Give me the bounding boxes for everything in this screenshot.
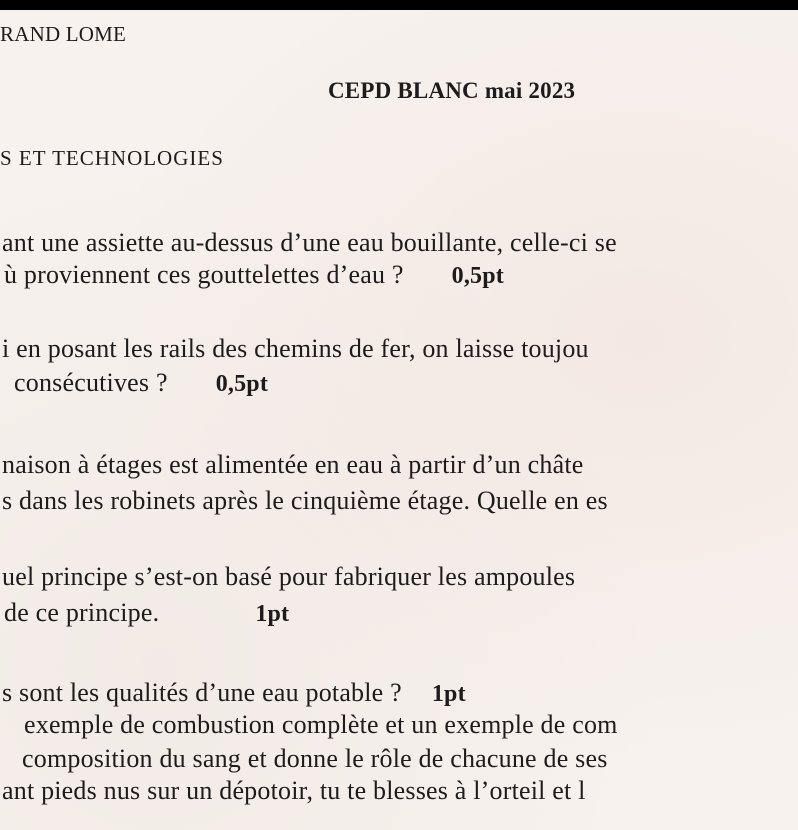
question-4-line-1: uel principe s’est-on basé pour fabriquer les ampoules	[2, 562, 576, 591]
question-2-points: 0,5pt	[215, 371, 269, 397]
question-1-text: ù proviennent ces gouttelettes d’eau ?	[4, 260, 404, 289]
question-2-line-1: i en posant les rails des chemins de fer, on laisse toujou	[2, 334, 589, 363]
question-5-text: s sont les qualités d’une eau potable ?	[2, 678, 402, 707]
question-1-line-1: ant une assiette au-dessus d’une eau bouillante, celle-ci se	[2, 228, 617, 257]
question-8-line: ant pieds nus sur un dépotoir, tu te blesses à l’orteil et l	[2, 776, 586, 805]
question-5-line	[2, 678, 466, 708]
top-border	[0, 0, 798, 10]
question-1-line-2	[4, 260, 504, 290]
question-6-line: exemple de combustion complète et un exemple de com	[24, 710, 618, 739]
question-4-points: 1pt	[255, 601, 290, 627]
question-2-line-2	[14, 368, 268, 398]
question-2-text: consécutives ?	[14, 368, 168, 397]
question-4-line-2	[4, 598, 289, 628]
exam-title: CEPD BLANC mai 2023	[328, 78, 576, 103]
question-3-line-2: s dans les robinets après le cinquième étage. Quelle en es	[2, 486, 608, 515]
exam-page	[0, 10, 798, 830]
question-7-line: composition du sang et donne le rôle de chacune de ses	[22, 744, 608, 773]
section-title: S ET TECHNOLOGIES	[0, 146, 224, 170]
question-5-points: 1pt	[431, 681, 466, 707]
question-1-points: 0,5pt	[451, 263, 504, 289]
question-3-line-1: naison à étages est alimentée en eau à partir d’un châte	[2, 450, 584, 479]
school-header: RAND LOME	[0, 22, 127, 46]
question-4-text: de ce principe.	[4, 598, 160, 627]
